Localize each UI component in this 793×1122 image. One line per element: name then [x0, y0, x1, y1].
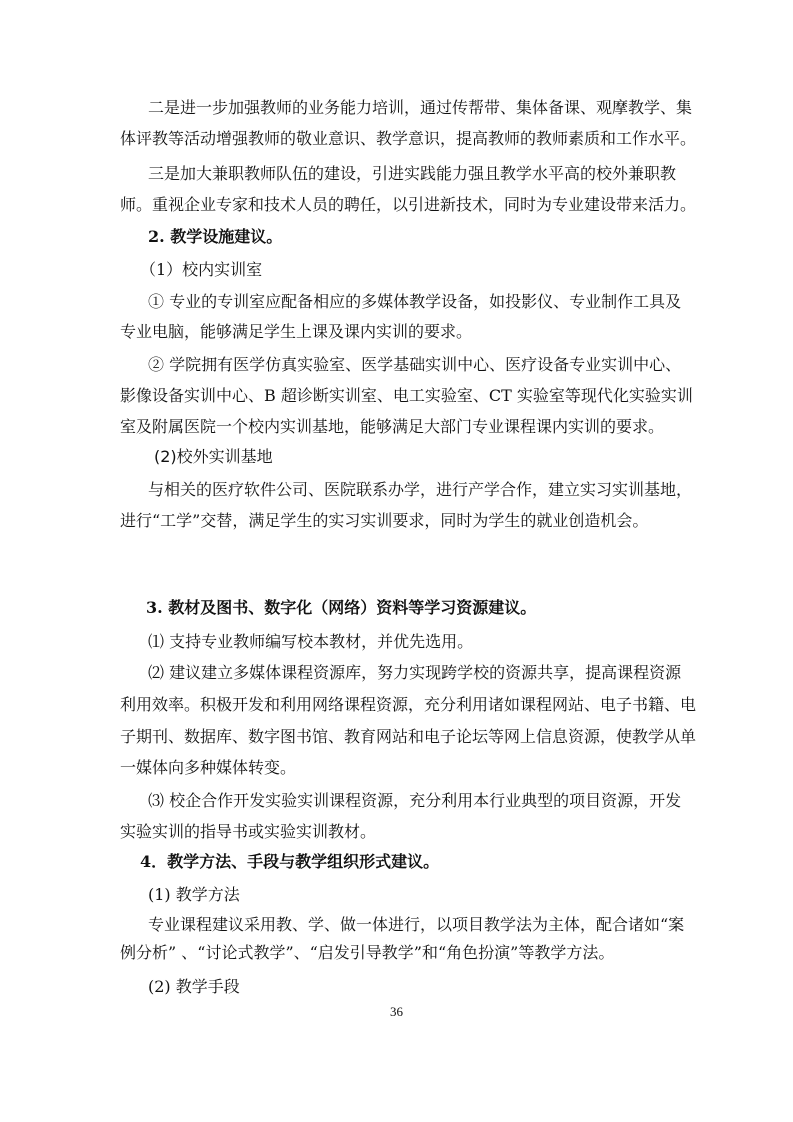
section-heading: 2. 教学设施建议。 [148, 227, 283, 246]
list-item-line: 子期刊、数据库、数字图书馆、教育网站和电子论坛等网上信息资源，使教学从单 [120, 727, 697, 746]
paragraph-line: 三是加大兼职教师队伍的建设，引进实践能力强且教学水平高的校外兼职教 [148, 164, 677, 183]
paragraph-line: 二是进一步加强教师的业务能力培训，通过传帮带、集体备课、观摩教学、集 [148, 98, 693, 117]
section-heading: 4．教学方法、手段与教学组织形式建议。 [140, 852, 440, 871]
list-item-line: ⑴ 支持专业教师编写校本教材，并优先选用。 [148, 632, 474, 651]
list-item-line: ① 专业的专训室应配备相应的多媒体教学设备，如投影仪、专业制作工具及 [148, 292, 682, 311]
list-item-line: 影像设备实训中心、B 超诊断实训室、电工实验室、CT 实验室等现代化实验实训 [120, 386, 693, 405]
list-item-line: ⑶ 校企合作开发实验实训课程资源，充分利用本行业典型的项目资源，开发 [148, 791, 682, 810]
list-item-line: 利用效率。积极开发和利用网络课程资源，充分利用诸如课程网站、电子书籍、电 [120, 695, 697, 714]
paragraph-line: 进行“工学”交替，满足学生的实习实训要求，同时为学生的就业创造机会。 [120, 511, 649, 530]
paragraph-line: 师。重视企业专家和技术人员的聘任，以引进新技术，同时为专业建设带来活力。 [120, 195, 697, 214]
subheading: (1) 教学方法 [148, 885, 240, 904]
paragraph-line: 专业课程建议采用教、学、做一体进行，以项目教学法为主体，配合诸如“案 [148, 915, 685, 934]
list-item-line: 室及附属医院一个校内实训基地，能够满足大部门专业课程课内实训的要求。 [120, 417, 665, 436]
subheading: (2)校外实训基地 [154, 447, 273, 466]
page-number: 36 [390, 1004, 403, 1019]
paragraph-line: 与相关的医疗软件公司、医院联系办学，进行产学合作，建立实习实训基地， [148, 480, 693, 499]
list-item-line: ② 学院拥有医学仿真实验室、医学基础实训中心、医疗设备专业实训中心、 [148, 355, 682, 374]
subheading: （1）校内实训室 [140, 260, 263, 279]
subheading: (2) 教学手段 [148, 977, 240, 996]
paragraph-line: 例分析” 、“讨论式教学”、“启发引导教学”和“角色扮演”等教学方法。 [120, 943, 615, 962]
list-item-line: ⑵ 建议建立多媒体课程资源库，努力实现跨学校的资源共享，提高课程资源 [148, 663, 682, 682]
list-item-line: 专业电脑，能够满足学生上课及课内实训的要求。 [120, 322, 473, 341]
list-item-line: 实验实训的指导书或实验实训教材。 [120, 822, 377, 841]
paragraph-line: 体评教等活动增强教师的敬业意识、教学意识，提高教师的教师素质和工作水平。 [120, 129, 697, 148]
section-heading: 3. 教材及图书、数字化（网络）资料等学习资源建议。 [146, 598, 537, 617]
list-item-line: 一媒体向多种媒体转变。 [120, 758, 297, 777]
